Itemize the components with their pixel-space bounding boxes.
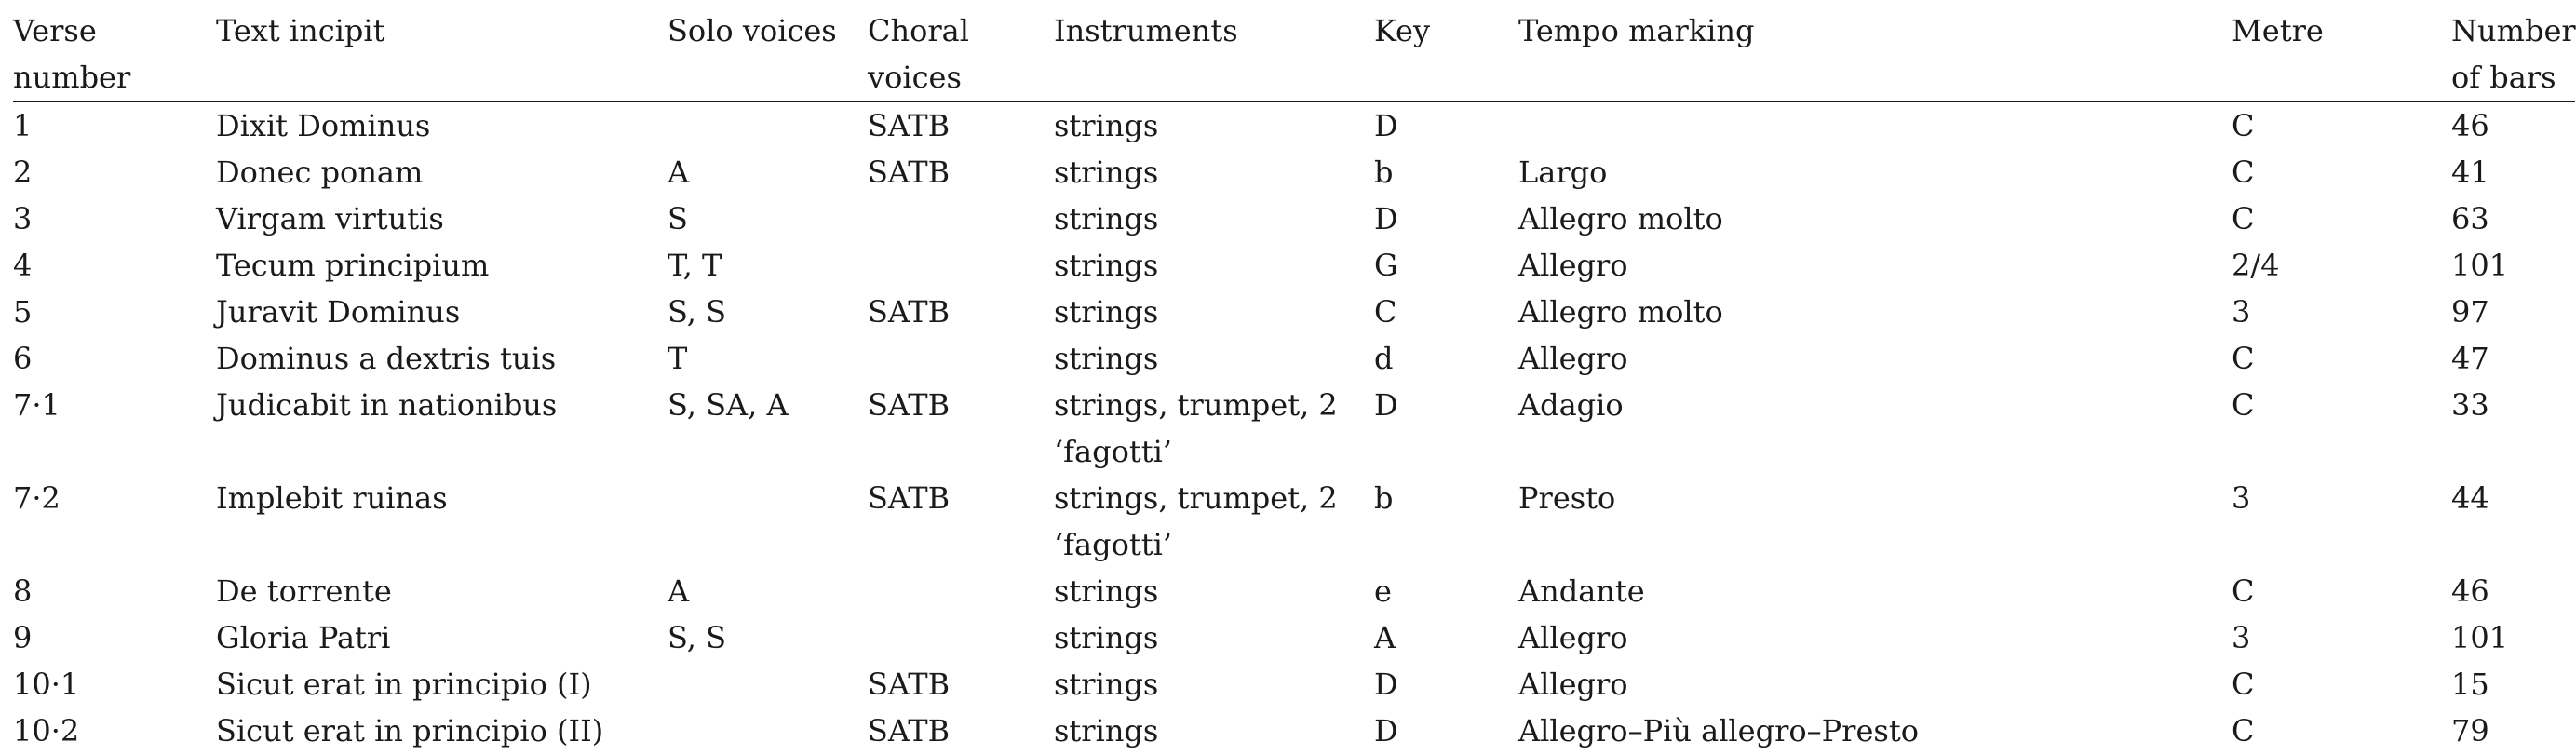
movements-table [13,7,2575,754]
table-header [13,7,2575,101]
cell-key: D [1374,108,1398,143]
cell-verse-number: 9 [13,620,33,655]
cell-verse-number: 10·2 [13,713,80,748]
cell-metre: C [2232,341,2255,376]
cell-metre: 3 [2232,294,2251,330]
table-row [13,614,2575,661]
header-metre: Metre [2232,7,2451,101]
header-instruments: Instruments [1054,7,1374,101]
cell-instruments: strings [1054,201,1159,236]
header-solo-voices: Solo voices [668,7,868,101]
cell-solo-voices: S, S [668,620,727,655]
cell-metre: C [2232,573,2255,609]
header-tempo-marking: Tempo marking [1518,7,2232,101]
cell-tempo-marking: Allegro molto [1518,294,1723,330]
cell-solo-voices: S, S [668,294,727,330]
cell-instruments: strings, trumpet, 2 ‘fagotti’ [1054,480,1338,562]
cell-instruments: strings [1054,248,1159,283]
cell-solo-voices [668,101,868,149]
cell-text-incipit: Implebit ruinas [216,480,448,516]
header-row [13,7,2575,101]
cell-tempo-marking: Allegro–Più allegro–Presto [1518,713,1919,748]
cell-tempo-marking: Largo [1518,155,1608,190]
cell-solo-voices [668,708,868,754]
cell-metre: C [2232,713,2255,748]
cell-tempo-marking: Allegro [1518,341,1628,376]
cell-solo-voices: A [668,155,690,190]
table-row [13,195,2575,242]
cell-choral-voices: SATB [868,294,951,330]
table-body [13,101,2575,754]
cell-text-incipit: Judicabit in nationibus [216,387,558,423]
cell-number-of-bars: 63 [2451,201,2489,236]
cell-verse-number: 1 [13,108,33,143]
header-number-of-bars: Number of bars [2451,7,2575,101]
cell-text-incipit: Gloria Patri [216,620,391,655]
cell-number-of-bars: 15 [2451,667,2489,702]
cell-text-incipit: Juravit Dominus [216,294,461,330]
table-row [13,101,2575,149]
cell-text-incipit: Sicut erat in principio (I) [216,667,592,702]
table-row [13,708,2575,754]
cell-metre: C [2232,155,2255,190]
header-text-incipit: Text incipit [216,7,668,101]
cell-number-of-bars: 101 [2451,248,2509,283]
table-row [13,335,2575,382]
cell-solo-voices [668,661,868,708]
cell-choral-voices [868,568,1054,614]
cell-instruments: strings, trumpet, 2 ‘fagotti’ [1054,387,1338,469]
cell-text-incipit: Dominus a dextris tuis [216,341,557,376]
cell-tempo-marking: Allegro molto [1518,201,1723,236]
cell-metre: C [2232,387,2255,423]
cell-instruments: strings [1054,573,1159,609]
cell-choral-voices: SATB [868,713,951,748]
cell-verse-number: 2 [13,155,33,190]
cell-number-of-bars: 41 [2451,155,2489,190]
cell-instruments: strings [1054,155,1159,190]
cell-key: e [1374,573,1392,609]
cell-solo-voices: A [668,573,690,609]
cell-number-of-bars: 46 [2451,108,2489,143]
cell-choral-voices: SATB [868,387,951,423]
cell-instruments: strings [1054,294,1159,330]
cell-choral-voices [868,614,1054,661]
cell-text-incipit: Tecum principium [216,248,490,283]
cell-number-of-bars: 97 [2451,294,2489,330]
cell-tempo-marking [1518,101,2232,149]
cell-key: b [1374,480,1394,516]
cell-instruments: strings [1054,108,1159,143]
cell-choral-voices: SATB [868,667,951,702]
cell-key: D [1374,201,1398,236]
table-row [13,289,2575,335]
cell-metre: 2/4 [2232,248,2280,283]
header-key: Key [1374,7,1518,101]
table-row [13,382,2575,475]
header-verse-number: Verse number [13,7,216,101]
cell-verse-number: 5 [13,294,33,330]
cell-metre: C [2232,667,2255,702]
cell-key: D [1374,713,1398,748]
cell-text-incipit: De torrente [216,573,392,609]
cell-metre: 3 [2232,480,2251,516]
cell-verse-number: 7·2 [13,480,61,516]
cell-tempo-marking: Adagio [1518,387,1624,423]
cell-metre: C [2232,201,2255,236]
table-row [13,568,2575,614]
cell-key: d [1374,341,1394,376]
cell-key: G [1374,248,1398,283]
cell-text-incipit: Virgam virtutis [216,201,444,236]
cell-verse-number: 6 [13,341,33,376]
cell-verse-number: 7·1 [13,387,61,423]
cell-verse-number: 3 [13,201,33,236]
cell-choral-voices [868,242,1054,289]
cell-number-of-bars: 101 [2451,620,2509,655]
cell-choral-voices [868,195,1054,242]
cell-instruments: strings [1054,341,1159,376]
cell-key: A [1374,620,1396,655]
cell-text-incipit: Sicut erat in principio (II) [216,713,604,748]
cell-key: D [1374,387,1398,423]
cell-metre: C [2232,108,2255,143]
cell-solo-voices: T, T [668,248,722,283]
cell-number-of-bars: 44 [2451,480,2489,516]
cell-key: b [1374,155,1394,190]
cell-text-incipit: Dixit Dominus [216,108,431,143]
cell-solo-voices: S, SA, A [668,387,789,423]
cell-metre: 3 [2232,620,2251,655]
cell-verse-number: 4 [13,248,33,283]
table-row [13,149,2575,195]
cell-text-incipit: Donec ponam [216,155,424,190]
cell-choral-voices: SATB [868,108,951,143]
cell-solo-voices [668,475,868,568]
table-row [13,242,2575,289]
cell-verse-number: 8 [13,573,33,609]
cell-instruments: strings [1054,667,1159,702]
cell-tempo-marking: Allegro [1518,620,1628,655]
cell-key: C [1374,294,1397,330]
cell-number-of-bars: 79 [2451,713,2489,748]
table-row [13,661,2575,708]
cell-key: D [1374,667,1398,702]
cell-tempo-marking: Allegro [1518,667,1628,702]
table-row [13,475,2575,568]
cell-tempo-marking: Allegro [1518,248,1628,283]
cell-choral-voices [868,335,1054,382]
header-choral-voices: Choral voices [868,7,1054,101]
cell-instruments: strings [1054,620,1159,655]
cell-solo-voices: S [668,201,688,236]
cell-tempo-marking: Andante [1518,573,1645,609]
cell-choral-voices: SATB [868,480,951,516]
cell-number-of-bars: 47 [2451,341,2489,376]
cell-choral-voices: SATB [868,155,951,190]
cell-number-of-bars: 33 [2451,387,2489,423]
cell-solo-voices: T [668,341,688,376]
cell-tempo-marking: Presto [1518,480,1616,516]
cell-instruments: strings [1054,713,1159,748]
cell-verse-number: 10·1 [13,667,80,702]
cell-number-of-bars: 46 [2451,573,2489,609]
